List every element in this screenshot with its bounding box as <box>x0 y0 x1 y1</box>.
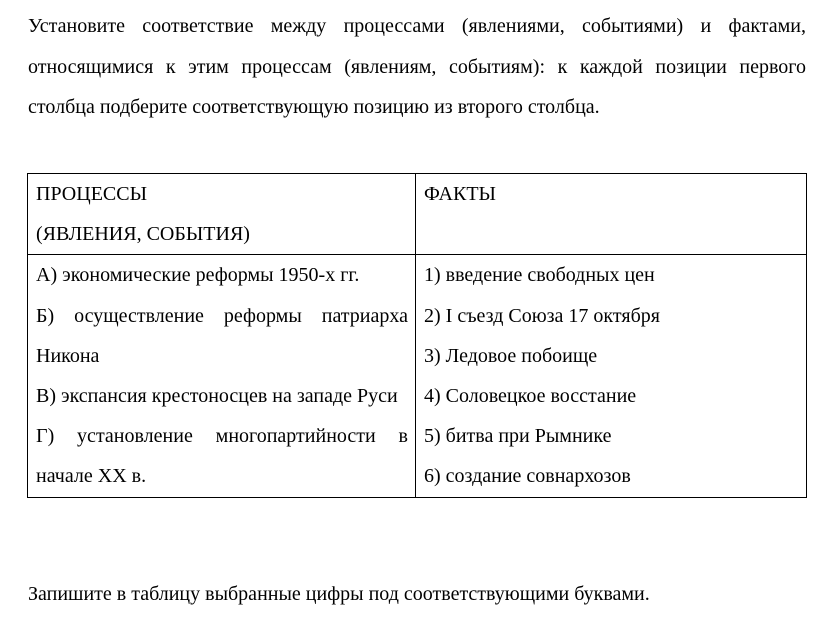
task-instruction: Установите соответствие между процессами (явлениями, событиями) и фактами, относящимися к этим процессам (явлениям, событиям): к каждой позиции первого столбца подберите соответствующую позицию из второго столбца. <box>28 15 806 118</box>
process-item-a: А) экономические реформы 1950-х гг. <box>36 264 360 287</box>
table-header-row <box>28 174 807 255</box>
processes-header-line2: (ЯВЛЕНИЯ, СОБЫТИЯ) <box>36 223 250 246</box>
fact-item-4: 4) Соловецкое восстание <box>424 385 637 408</box>
table-body-row <box>28 255 807 497</box>
fact-item-3: 3) Ледовое побоище <box>424 344 598 367</box>
fact-item-5: 5) битва при Рымнике <box>424 425 612 448</box>
facts-header-label: ФАКТЫ <box>424 183 496 205</box>
fact-item-1: 1) введение свободных цен <box>424 264 655 287</box>
footer-instruction: Запишите в таблицу выбранные цифры под соответствующими буквами. <box>28 583 650 605</box>
facts-header <box>416 174 807 255</box>
process-item-v: В) экспансия крестоносцев на западе Руси <box>36 385 398 408</box>
processes-header-line1: ПРОЦЕССЫ <box>36 183 148 205</box>
process-item-g: Г) установление многопартийности в начале XX в. <box>36 425 408 488</box>
fact-item-2: 2) I съезд Союза 17 октября <box>424 304 660 327</box>
processes-column <box>28 255 416 497</box>
process-item-b: Б) осуществление реформы патриарха Никона <box>36 304 408 367</box>
fact-item-6: 6) создание совнархозов <box>424 465 631 488</box>
facts-column <box>416 255 807 497</box>
processes-header <box>28 174 416 255</box>
matching-table <box>27 173 807 498</box>
